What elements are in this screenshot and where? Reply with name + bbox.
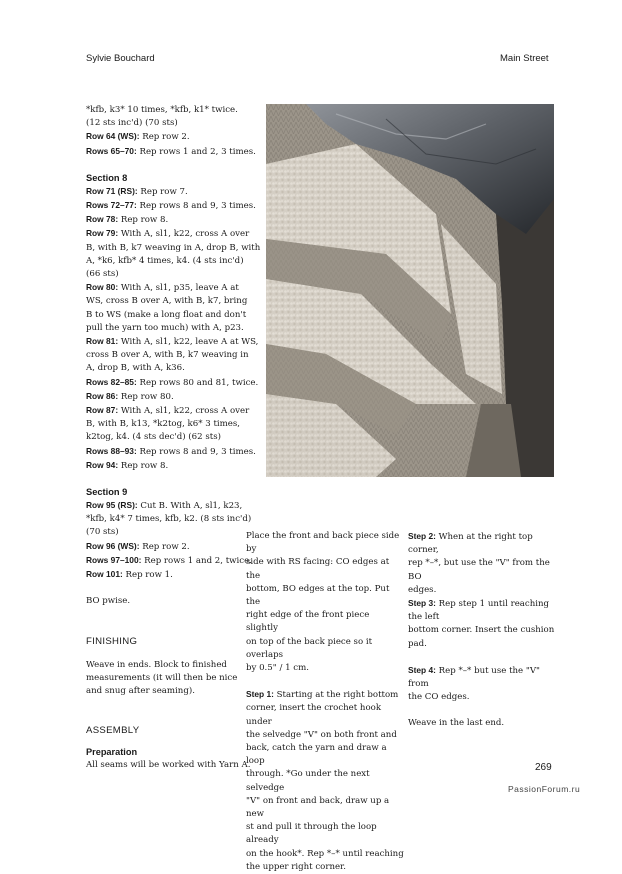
step-3-line: [408, 597, 558, 624]
section-8-body: [86, 185, 262, 473]
header-pattern-name: Main Street: [500, 53, 549, 64]
row-text: *kfb, k4* 7 times, kfb, k2. (8 sts inc'd): [86, 514, 252, 525]
finishing-line: and snug after seaming).: [86, 685, 195, 696]
step-label: Step 2:: [408, 531, 436, 541]
row-instruction: [86, 145, 262, 159]
middle-line: right edge of the front piece slightly: [246, 610, 370, 634]
preparation-heading: Preparation: [86, 747, 138, 758]
row-instruction: [86, 130, 262, 144]
weave-last-end: Weave in the last end.: [408, 718, 505, 729]
step-1-line: st and pull it through the loop already: [246, 822, 377, 846]
middle-line: bottom, BO edges at the top. Put the: [246, 583, 390, 608]
left-column: [86, 104, 262, 772]
step-4-line: the CO edges.: [408, 692, 470, 703]
right-column: [408, 530, 558, 731]
row-label: Row 81:: [86, 336, 119, 347]
row-label: Row 78:: [86, 214, 119, 225]
row-label: Row 95 (RS):: [86, 500, 138, 511]
row-text: B, with B, k7 weaving in A, drop B, with: [86, 242, 261, 253]
bind-off-text: BO pwise.: [86, 596, 131, 607]
row-instruction: [86, 199, 262, 213]
step-4-line: [408, 664, 558, 691]
row-text: Cut B. With A, sl1, k23,: [137, 501, 243, 512]
middle-line: on top of the back piece so it overlaps: [246, 636, 373, 660]
row-instruction: [86, 213, 262, 227]
step-1-line: through. *Go under the next selvedge: [246, 769, 370, 793]
row-label: Row 96 (WS):: [86, 540, 140, 551]
page-number: 269: [535, 762, 552, 773]
row-instruction: [86, 362, 262, 375]
row-label: Row 94:: [86, 459, 119, 470]
row-instruction: [86, 227, 262, 241]
step-1-line: the selvedge "V" on both front and: [246, 729, 397, 740]
row-instruction: [86, 445, 262, 459]
row-instruction: [86, 185, 262, 199]
row-text: B to WS (make a long float and don't: [86, 309, 247, 320]
intro-line: *kfb, k3* 10 times, *kfb, k1* twice.: [86, 105, 238, 115]
middle-line: by 0.5" / 1 cm.: [246, 663, 309, 674]
assembly-heading: ASSEMBLY: [86, 725, 140, 737]
row-instruction: [86, 322, 262, 335]
step-1-line: on the hook*. Rep *–* until reaching: [246, 848, 404, 859]
section-9-body: [86, 499, 262, 582]
knitted-cushion-photo: [266, 104, 554, 477]
row-text: Rep row 2.: [139, 132, 190, 143]
row-instruction: [86, 335, 262, 349]
step-3-line: bottom corner. Insert the cushion pad.: [408, 625, 555, 649]
row-instruction: [86, 540, 262, 554]
row-text: Rep rows 8 and 9, 3 times.: [136, 446, 256, 457]
row-text: Rep row 80.: [118, 391, 174, 402]
row-instruction: [86, 499, 262, 513]
section-9-heading: Section 9: [86, 487, 128, 498]
row-text: With A, sl1, k22, cross A over: [118, 229, 250, 240]
row-instruction: [86, 554, 262, 568]
intro-line: (12 sts inc'd) (70 sts): [86, 118, 178, 129]
step-2-line: edges.: [408, 584, 437, 595]
row-text: Rep row 8.: [118, 215, 169, 226]
step-1-line: "V" on front and back, draw up a new: [246, 795, 390, 820]
row-text: Rep row 2.: [139, 541, 190, 552]
step-1-line: [246, 688, 404, 702]
watermark: PassionForum.ru: [508, 784, 581, 794]
row-text: With A, sl1, k22, leave A at WS,: [118, 337, 259, 348]
row-label: Row 87:: [86, 405, 119, 416]
row-label: Rows 82–85:: [86, 376, 137, 387]
row-label: Row 86:: [86, 390, 119, 401]
row-text: A, drop B, with A, k36.: [86, 363, 185, 374]
step-text: Rep *–* but use the "V" from: [408, 665, 540, 690]
step-1-line: back, catch the yarn and draw a loop: [246, 743, 387, 767]
row-instruction: [86, 390, 262, 404]
row-label: Row 101:: [86, 569, 123, 580]
step-2-line: [408, 530, 558, 557]
step-text: When at the right top corner,: [408, 532, 533, 556]
middle-line: side with RS facing: CO edges at the: [246, 557, 390, 581]
step-label: Step 4:: [408, 664, 436, 675]
row-label: Row 80:: [86, 282, 119, 293]
row-label: Rows 97–100:: [86, 554, 142, 565]
row-label: Rows 72–77:: [86, 200, 137, 211]
row-label: Row 79:: [86, 228, 119, 239]
row-text: Rep row 7.: [137, 186, 188, 197]
row-text: Rep rows 80 and 81, twice.: [136, 377, 259, 388]
row-text: (70 sts): [86, 527, 119, 538]
row-instruction: [86, 349, 262, 362]
step-label: Step 1:: [246, 689, 274, 700]
row-text: With A, sl1, k22, cross A over: [118, 406, 250, 417]
row-instruction: [86, 418, 262, 431]
row-text: pull the yarn too much) with A, p23.: [86, 322, 244, 333]
row-text: WS, cross B over A, with B, k7, bring: [86, 296, 248, 307]
row-text: k2tog, k4. (4 sts dec'd) (62 sts): [86, 432, 221, 443]
row-instruction: [86, 404, 262, 418]
step-text: Rep step 1 until reaching the left: [408, 599, 550, 623]
row-instruction: [86, 309, 262, 322]
finishing-line: measurements (it will then be nice: [86, 672, 238, 683]
row-instruction: [86, 513, 262, 526]
row-instruction: [86, 376, 262, 390]
row-instruction: [86, 526, 262, 539]
preparation-text: All seams will be worked with Yarn A.: [86, 760, 251, 771]
row-text: (66 sts): [86, 269, 119, 280]
row-instruction: [86, 295, 262, 308]
row-label: Rows 88–93:: [86, 445, 137, 456]
middle-column: [246, 530, 404, 874]
row-text: Rep row 8.: [118, 460, 169, 471]
finishing-heading: FINISHING: [86, 635, 138, 647]
row-instruction: [86, 431, 262, 444]
row-text: Rep row 1.: [122, 570, 173, 581]
row-instruction: [86, 568, 262, 582]
row-label: Rows 65–70:: [86, 145, 137, 156]
section-8-heading: Section 8: [86, 172, 128, 183]
finishing-body: [86, 659, 262, 699]
row-label: Row 71 (RS):: [86, 185, 138, 196]
finishing-line: Weave in ends. Block to finished: [86, 659, 227, 670]
row-instruction: [86, 281, 262, 295]
row-text: Rep rows 1 and 2, 3 times.: [136, 146, 256, 157]
step-2-line: rep *–*, but use the "V" from the BO: [408, 558, 550, 582]
row-instruction: [86, 268, 262, 281]
row-text: With A, sl1, p35, leave A at: [118, 283, 239, 294]
row-text: A, *k6, kfb* 4 times, k4. (4 sts inc'd): [86, 255, 244, 266]
row-instruction: [86, 242, 262, 255]
row-instruction: [86, 459, 262, 473]
middle-line: Place the front and back piece side by: [246, 531, 400, 555]
row-text: Rep rows 1 and 2, twice.: [141, 555, 252, 566]
row-text: Rep rows 8 and 9, 3 times.: [136, 201, 256, 212]
row-text: cross B over A, with B, k7 weaving in: [86, 350, 249, 361]
step-text: Starting at the right bottom: [273, 690, 399, 701]
row-label: Row 64 (WS):: [86, 131, 140, 142]
step-1-line: the upper right corner.: [246, 861, 346, 872]
header-author: Sylvie Bouchard: [86, 53, 155, 64]
row-text: B, with B, k13, *k2tog, k6* 3 times,: [86, 419, 241, 430]
step-label: Step 3:: [408, 598, 436, 609]
step-1-line: corner, insert the crochet hook under: [246, 703, 382, 727]
row-instruction: [86, 255, 262, 268]
